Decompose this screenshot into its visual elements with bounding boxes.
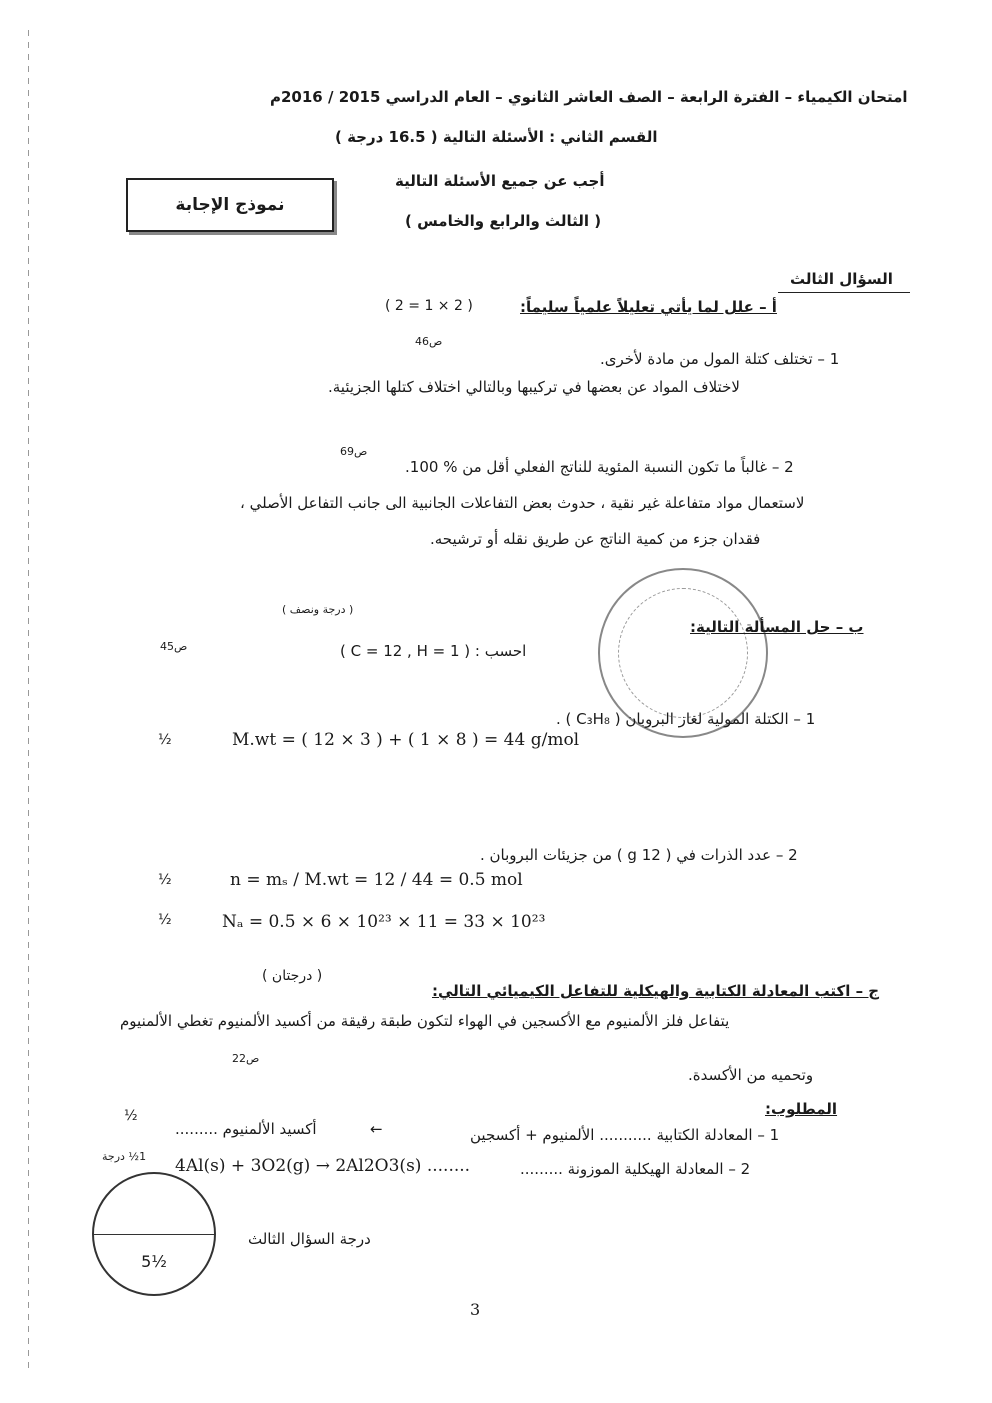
part-a-marks: ( 2 = 1 × 2 ) xyxy=(385,298,473,314)
total-score-label: درجة السؤال الثالث xyxy=(248,1230,371,1248)
score-mark: ½ xyxy=(158,732,172,748)
eq1-product: أكسيد الألمنيوم ......... xyxy=(175,1120,317,1138)
answer-equation: Nₐ = 0.5 × 6 × 10²³ × 11 = 33 × 10²³ xyxy=(222,912,546,932)
score-mark: 1½ درجة xyxy=(102,1150,147,1163)
score-divider xyxy=(94,1234,214,1235)
reason-item-1: 1 – تختلف كتلة المول من مادة لأخرى. xyxy=(600,350,840,368)
reason-answer-2b: فقدان جزء من كمية الناتج عن طريق نقله أو ترشيحه. xyxy=(430,530,761,548)
page-ref: ص46 xyxy=(415,335,443,348)
eq1-arrow: ← xyxy=(370,1120,383,1138)
required-label: المطلوب: xyxy=(765,1100,838,1118)
page-ref: ص69 xyxy=(340,445,368,458)
margin-rule xyxy=(28,30,29,1370)
part-a-label: أ – علل لما يأتي تعليلاً علمياً سليماً: xyxy=(520,298,777,316)
balanced-equation: 4Al(s) + 3O2(g) → 2Al2O3(s) ........ xyxy=(175,1156,471,1176)
score-circle xyxy=(92,1172,216,1296)
questions-range: ( الثالث والرابع والخامس ) xyxy=(405,212,602,230)
page-number: 3 xyxy=(470,1300,481,1319)
question-title: السؤال الثالث xyxy=(790,270,893,288)
section-header: القسم الثاني : الأسئلة التالية ( 16.5 درجة ) xyxy=(335,128,658,146)
page-ref: ص22 xyxy=(232,1052,260,1065)
reason-answer-1: لاختلاف المواد عن بعضها في تركيبها وبالتالي اختلاف كتلها الجزيئية. xyxy=(328,378,740,396)
title-underline xyxy=(778,292,910,293)
calc-item-2: 2 – عدد الذرات في ( 12 g ) من جزيئات البروبان . xyxy=(480,846,798,864)
reaction-description-1: يتفاعل فلز الألمنيوم مع الأكسجين في الهواء لتكون طبقة رقيقة من أكسيد الألمنيوم تغطي الألمنيوم xyxy=(120,1012,730,1030)
part-c-label: ج – اكتب المعادلة الكتابية والهيكلية للتفاعل الكيميائي التالي: xyxy=(432,982,880,1000)
part-b-marks: ( درجة ونصف ) xyxy=(282,603,354,616)
part-c-marks: ( درجتان ) xyxy=(262,968,323,984)
page-ref: ص45 xyxy=(160,640,188,653)
score-mark: ½ xyxy=(158,912,172,928)
eq1-reactants: 1 – المعادلة الكتابية ........... الألمنيوم + أكسجين xyxy=(470,1126,780,1144)
part-b-label: ب – حل المسألة التالية: xyxy=(690,618,864,636)
exam-header-line: امتحان الكيمياء – الفترة الرابعة – الصف العاشر الثانوي – العام الدراسي 2015 / 2016م xyxy=(270,88,908,106)
instruction-header: أجب عن جميع الأسئلة التالية xyxy=(395,172,605,190)
reason-item-2: 2 – غالباً ما تكون النسبة المئوية للناتج الفعلي أقل من % 100. xyxy=(405,458,794,476)
answer-model-box: نموذج الإجابة xyxy=(126,178,334,232)
reaction-description-2: وتحميه من الأكسدة. xyxy=(688,1066,814,1084)
total-score: 5½ xyxy=(141,1252,167,1271)
score-mark: ½ xyxy=(124,1108,138,1124)
answer-equation: n = mₛ / M.wt = 12 / 44 = 0.5 mol xyxy=(230,870,523,890)
eq2-label: 2 – المعادلة الهيكلية الموزونة ......... xyxy=(520,1160,751,1178)
given-values: احسب : ( C = 12 , H = 1 ) xyxy=(340,642,527,660)
answer-equation: M.wt = ( 12 × 3 ) + ( 1 × 8 ) = 44 g/mol xyxy=(232,730,580,750)
calc-item-1: 1 – الكتلة المولية لغاز البروبان ( C₃H₈ ) . xyxy=(556,710,816,728)
reason-answer-2a: لاستعمال مواد متفاعلة غير نقية ، حدوث بعض التفاعلات الجانبية الى جانب التفاعل الأصلي ، xyxy=(240,494,805,512)
score-mark: ½ xyxy=(158,872,172,888)
